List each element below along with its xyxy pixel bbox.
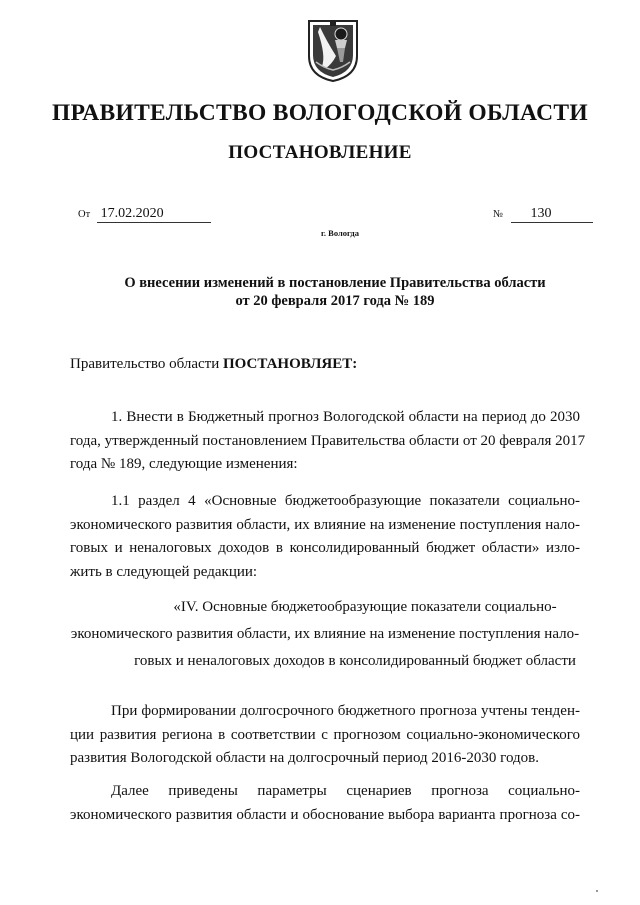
text-line: экономического развития области, их влияние на изменение поступления нало- xyxy=(70,516,580,533)
subject-line: О внесении изменений в постановление Правительства области xyxy=(124,275,546,291)
text-line: 1.1 раздел 4 «Основные бюджетообразующие показатели социально- xyxy=(111,493,580,509)
text-line: 1. Внести в Бюджетный прогноз Вологодской области на период до 2030 xyxy=(111,409,580,425)
coat-of-arms-icon xyxy=(306,18,360,84)
document-date: 17.02.2020 xyxy=(97,206,211,223)
text-line: года № 189, следующие изменения: xyxy=(70,456,298,472)
text-line: жить в следующей редакции: xyxy=(70,563,258,580)
paragraph-3 xyxy=(70,700,580,771)
text-line: Далее приведены параметры сценариев прогноза социально- xyxy=(111,783,580,799)
scan-dot xyxy=(596,890,598,892)
subject-line: от 20 февраля 2017 года № 189 xyxy=(235,293,435,309)
text-line: развития Вологодской области на долгосрочный период 2016-2030 годов. xyxy=(70,750,539,766)
title-line: экономического развития области, их влияние на изменение поступления нало- xyxy=(70,626,580,642)
title-line: говых и неналоговых доходов в консолидированный бюджет области xyxy=(134,653,576,669)
paragraph-2 xyxy=(70,490,580,584)
lead-text: Правительство области xyxy=(70,356,223,372)
date-row xyxy=(78,206,211,223)
paragraph-4 xyxy=(70,780,580,827)
title-line: «IV. Основные бюджетообразующие показатели социально- xyxy=(173,599,557,615)
text-line: экономического развития области и обоснование выбора варианта прогноза со- xyxy=(70,806,580,823)
city-label: г. Вологда xyxy=(321,228,359,238)
section-title xyxy=(70,594,580,675)
resolution-lead xyxy=(70,356,357,373)
text-line: При формировании долгосрочного бюджетного прогноза учтены тенден- xyxy=(111,703,580,719)
paragraph-1 xyxy=(70,406,586,477)
government-title: ПРАВИТЕЛЬСТВО ВОЛОГОДСКОЙ ОБЛАСТИ xyxy=(52,100,588,126)
document-number: 130 xyxy=(511,206,593,223)
document-subject xyxy=(90,274,580,310)
number-label: № xyxy=(493,209,504,220)
text-line: ции развития региона в соответствии с прогнозом социально-экономического xyxy=(70,726,580,743)
text-line: года, утвержденный постановлением Правительства области от 20 февраля 2017 xyxy=(70,432,586,449)
lead-bold: ПОСТАНОВЛЯЕТ: xyxy=(222,356,358,372)
document-type: ПОСТАНОВЛЕНИЕ xyxy=(228,142,412,163)
date-label: От xyxy=(78,209,91,220)
text-line: говых и неналоговых доходов в консолидированный бюджет области» изло- xyxy=(70,540,580,556)
number-row xyxy=(493,206,593,223)
